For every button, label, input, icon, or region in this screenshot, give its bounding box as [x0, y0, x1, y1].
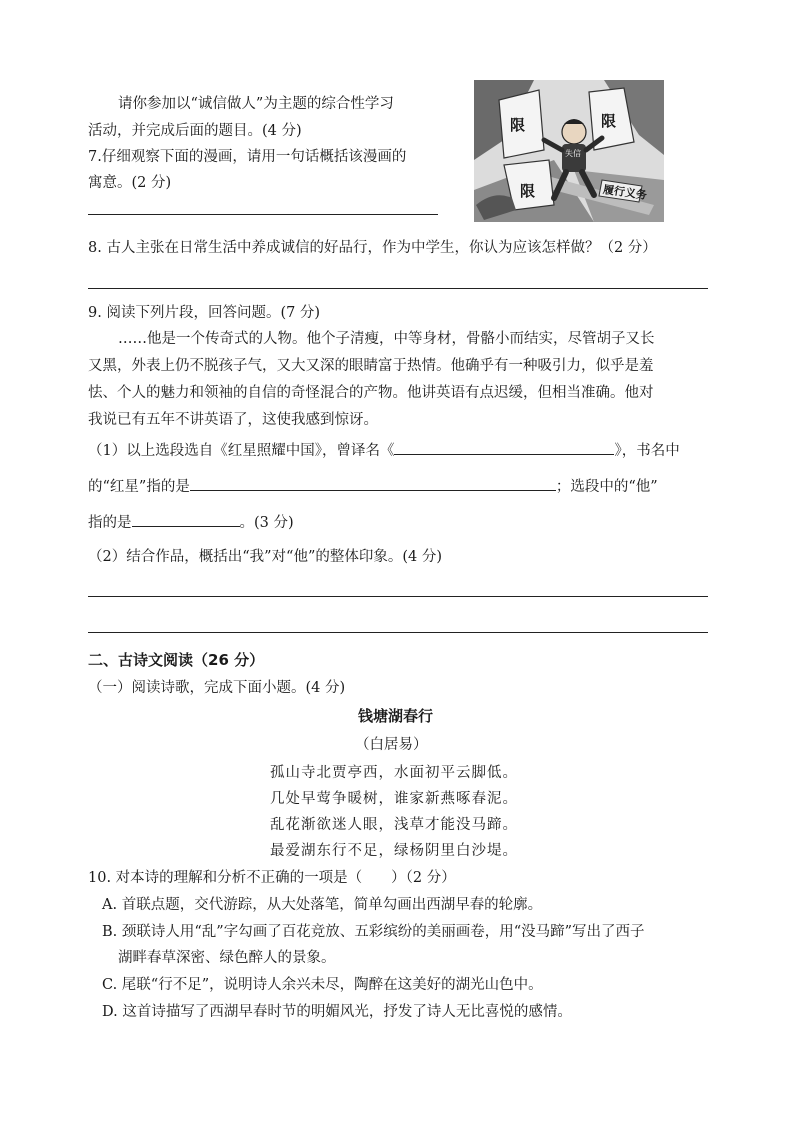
q9-blank-book-name[interactable] [394, 438, 614, 455]
q9-answer-line-2[interactable] [88, 632, 708, 633]
q9-passage-line-4: 我说已有五年不讲英语了，这使我感到惊讶。 [88, 412, 378, 428]
q9-passage-line-3: 怯、个人的魅力和领袖的自信的奇怪混合的产物。他讲英语有点迟缓，但相当准确。他对 [88, 385, 654, 401]
q9-answer-line-1[interactable] [88, 596, 708, 597]
q7-line-2: 寓意。(2 分) [88, 175, 172, 191]
q9-sub1-line-3: 指的是 。(3 分) [88, 510, 294, 532]
poem-line-1: 孤山寺北贾亭西，水面初平云脚低。 [270, 765, 518, 781]
poem-author: （白居易） [355, 737, 428, 753]
cartoon-sign-right-top: 限 [601, 112, 617, 130]
intro-line-1: 请你参加以“诚信做人”为主题的综合性学习 [118, 96, 394, 112]
intro-line-2: 活动，并完成后面的题目。(4 分) [88, 123, 302, 139]
q7-answer-line[interactable] [88, 214, 438, 215]
q9-passage-line-2: 又黑，外表上仍不脱孩子气，又大又深的眼睛富于热情。他确乎有一种吸引力，似乎是羞 [88, 358, 654, 374]
q9-passage-line-1: ……他是一个传奇式的人物。他个子清瘦，中等身材，骨骼小而结实，尽管胡子又长 [118, 331, 655, 347]
q10-option-b[interactable]: B. 颈联诗人用“乱”字勾画了百花竞放、五彩缤纷的美丽画卷，用“没马蹄”写出了西子 [102, 924, 645, 940]
q10-option-a[interactable]: A. 首联点题，交代游踪，从大处落笔，简单勾画出西湖早春的轮廓。 [102, 897, 543, 913]
q9-sub1-line-1: （1）以上选段选自《红星照耀中国》，曾译名《 》，书名中 [88, 438, 680, 460]
poem-line-4: 最爱湖东行不足，绿杨阴里白沙堤。 [270, 843, 518, 859]
poem-line-3: 乱花渐欲迷人眼，浅草才能没马蹄。 [270, 817, 518, 833]
cartoon-illustration [474, 80, 664, 222]
poem-title: 钱塘湖春行 [358, 707, 434, 725]
q9-sub2: （2）结合作品，概括出“我”对“他”的整体印象。(4 分) [88, 549, 443, 565]
cartoon-sign-left-top: 限 [510, 116, 526, 134]
section-2-heading: 二、古诗文阅读（26 分） [88, 651, 265, 669]
q8-answer-line[interactable] [88, 288, 708, 289]
cartoon-sign-left-bottom: 限 [520, 182, 536, 200]
section-2-subheading: （一）阅读诗歌，完成下面小题。(4 分) [88, 680, 346, 696]
q10-option-c[interactable]: C. 尾联“行不足”，说明诗人余兴未尽，陶醉在这美好的湖光山色中。 [102, 977, 543, 993]
q9-blank-red-star[interactable] [190, 474, 556, 491]
q8-text: 8. 古人主张在日常生活中养成诚信的好品行，作为中学生，你认为应该怎样做？（2 分） [88, 240, 657, 256]
q9-title: 9. 阅读下列片段，回答问题。(7 分) [88, 305, 321, 321]
q10-option-d[interactable]: D. 这首诗描写了西湖早春时节的明媚风光，抒发了诗人无比喜悦的感情。 [102, 1004, 572, 1020]
cartoon-road-label: 履行义务 [602, 182, 648, 202]
q7-line-1: 7.仔细观察下面的漫画，请用一句话概括该漫画的 [88, 149, 407, 165]
q10-option-b-cont: 湖畔春草深密、绿色醉人的景象。 [118, 950, 336, 966]
q10-stem: 10. 对本诗的理解和分析不正确的一项是（ ）（2 分） [88, 870, 456, 886]
q9-sub1-line-2: 的“红星”指的是 ；选段中的“他” [88, 474, 658, 496]
q9-blank-he[interactable] [132, 510, 240, 527]
poem-line-2: 几处早莺争暖树，谁家新燕啄春泥。 [270, 791, 518, 807]
cartoon-badge: 失信 [565, 149, 581, 158]
